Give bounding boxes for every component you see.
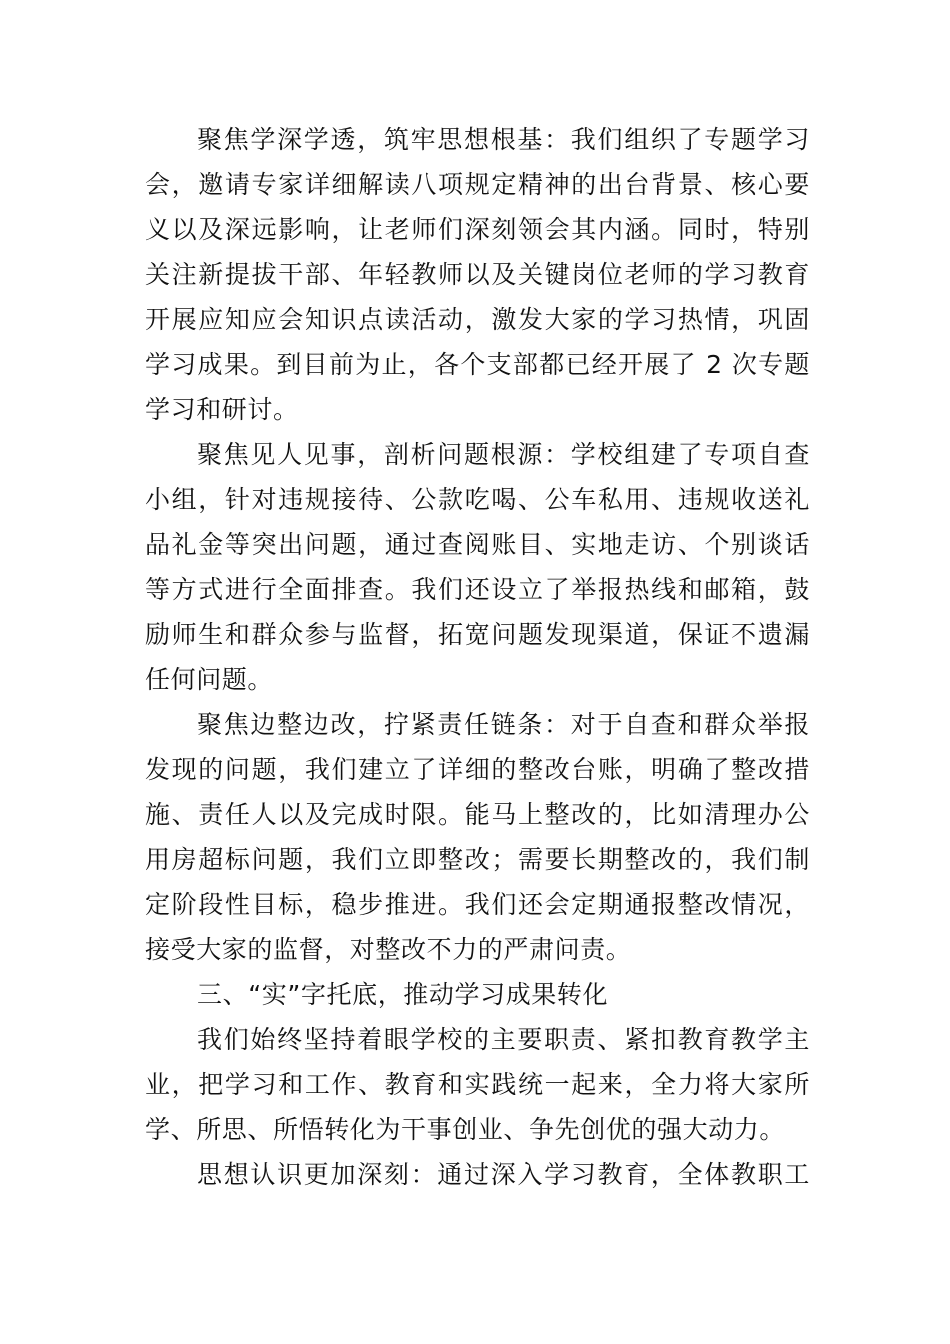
- text-line: 我们始终坚持着眼学校的主要职责、紧扣教育教学主: [197, 1025, 810, 1054]
- section-heading-text: 三、“实”字托底，推动学习成果转化: [197, 980, 609, 1009]
- text-line: 聚焦见人见事，剖析问题根源：学校组建了专项自查: [197, 440, 810, 469]
- paragraph-rectification: [145, 702, 810, 972]
- text-line: 会，邀请专家详细解读八项规定精神的出台背景、核心要: [145, 170, 810, 199]
- text-line: 开展应知应会知识点读活动，激发大家的学习热情，巩固: [145, 305, 810, 334]
- text-line: 品礼金等突出问题，通过查阅账目、实地走访、个别谈话: [145, 530, 810, 559]
- paragraph-section-intro: [145, 1017, 810, 1152]
- paragraph-thinking: [145, 1152, 810, 1197]
- text-line: 思想认识更加深刻：通过深入学习教育，全体教职工: [197, 1160, 810, 1189]
- text-line: 聚焦学深学透，筑牢思想根基：我们组织了专题学习: [197, 125, 810, 154]
- text-line: 学习成果。到目前为止，各个支部都已经开展了 2 次专题: [145, 350, 810, 379]
- text-line: 学、所思、所悟转化为干事创业、争先创优的强大动力。: [145, 1115, 786, 1144]
- text-line: 小组，针对违规接待、公款吃喝、公车私用、违规收送礼: [145, 485, 810, 514]
- text-line: 励师生和群众参与监督，拓宽问题发现渠道，保证不遗漏: [145, 620, 810, 649]
- text-line: 学习和研讨。: [145, 395, 299, 424]
- text-line: 用房超标问题，我们立即整改；需要长期整改的，我们制: [145, 845, 810, 874]
- text-line: 关注新提拔干部、年轻教师以及关键岗位老师的学习教育: [145, 260, 810, 289]
- text-line: 定阶段性目标，稳步推进。我们还会定期通报整改情况，: [145, 890, 810, 919]
- text-line: 等方式进行全面排查。我们还设立了举报热线和邮箱，鼓: [145, 575, 810, 604]
- paragraph-study-focus: [145, 117, 810, 432]
- text-line: 任何问题。: [145, 665, 274, 694]
- text-line: 义以及深远影响，让老师们深刻领会其内涵。同时，特别: [145, 215, 810, 244]
- text-line: 发现的问题，我们建立了详细的整改台账，明确了整改措: [145, 755, 810, 784]
- text-line: 接受大家的监督，对整改不力的严肃问责。: [145, 935, 632, 964]
- text-line: 业，把学习和工作、教育和实践统一起来，全力将大家所: [145, 1070, 810, 1099]
- text-line: 施、责任人以及完成时限。能马上整改的，比如清理办公: [145, 800, 810, 829]
- text-line: 聚焦边整边改，拧紧责任链条：对于自查和群众举报: [197, 710, 810, 739]
- document-body: [145, 117, 810, 1197]
- section-heading: [145, 972, 810, 1017]
- paragraph-problem-analysis: [145, 432, 810, 702]
